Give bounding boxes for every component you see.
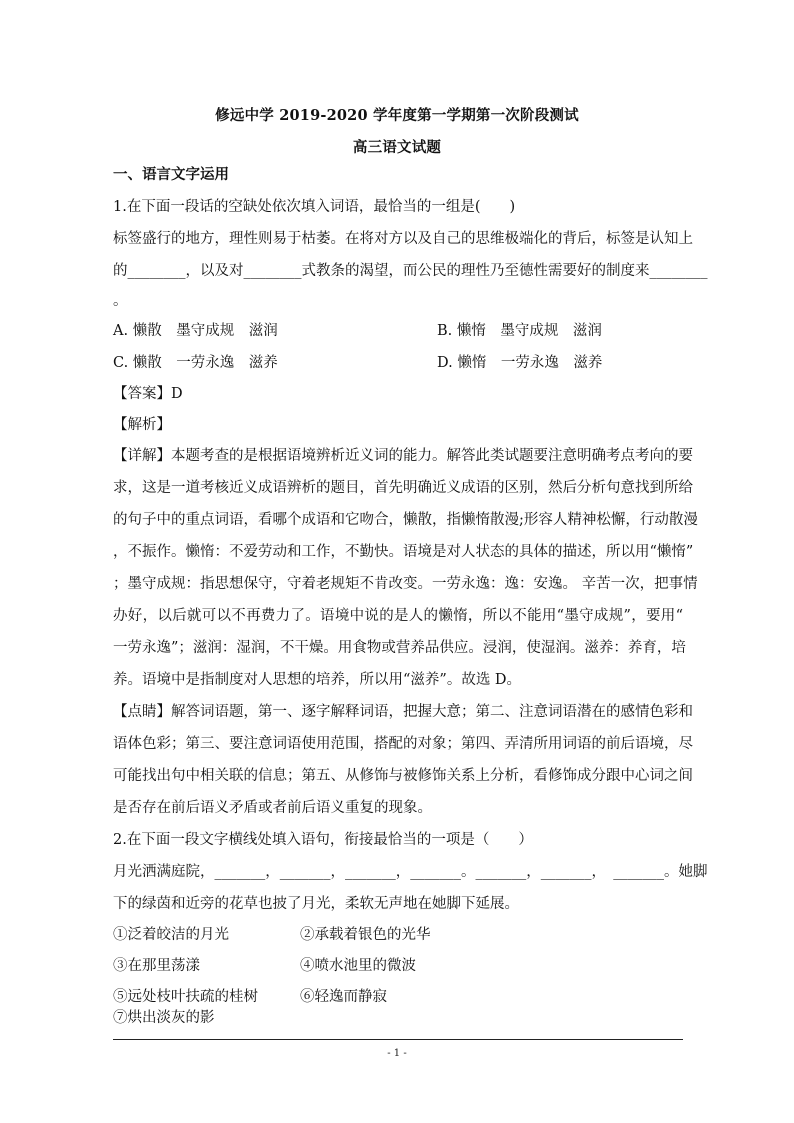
answer-line: 【答案】D [113, 386, 183, 402]
tip-line: 可能找出句中相关联的信息；第五、从修饰与被修饰关系上分析，看修饰成分跟中心词之间 [113, 768, 693, 784]
item-7: ⑦烘出淡灰的影 [113, 1010, 215, 1026]
question-2-passage-line: 月光洒满庭院，_______，_______，_______，_______。_______，_______， _______。她脚 [113, 864, 708, 880]
item-1: ①泛着皎洁的月光 [113, 927, 229, 943]
question-1-passage-line: 标签盛行的地方，理性则易于枯萎。在将对方以及自己的思维极端化的背后，标签是认知上 [113, 231, 693, 247]
detail-line: 办好，以后就可以不再费力了。语境中说的是人的懒惰，所以不能用“墨守成规”，要用“ [113, 608, 683, 624]
detail-line: 的句子中的重点词语，看哪个成语和它吻合，懒散，指懒惰散漫;形容人精神松懈，行动散漫 [113, 512, 698, 528]
exam-title: 修远中学 2019-2020 学年度第一学期第一次阶段测试 [215, 107, 579, 124]
option-a: A. 懒散 墨守成规 滋润 [113, 323, 278, 339]
question-1-passage-line: 。 [113, 293, 128, 309]
item-5: ⑤远处枝叶扶疏的桂树 [113, 989, 258, 1005]
question-1-stem: 1.在下面一段话的空缺处依次填入词语，最恰当的一组是( ) [113, 199, 516, 215]
detail-line: 求，这是一道考核近义成语辨析的题目，首先明确近义成语的区别，然后分析句意找到所给 [113, 480, 693, 496]
detail-line: 【详解】本题考查的是根据语境辨析近义词的能力。解答此类试题要注意明确考点考向的要 [113, 448, 693, 464]
option-b: B. 懒惰 墨守成规 滋润 [437, 323, 602, 339]
item-3: ③在那里荡漾 [113, 958, 200, 974]
tip-line: 语体色彩；第三、要注意词语使用范围，搭配的对象；第四、弄清所用词语的前后语境，尽 [113, 736, 693, 752]
tip-line: 【点睛】解答词语题，第一、逐字解释词语，把握大意；第二、注意词语潜在的感情色彩和 [113, 704, 693, 720]
item-6: ⑥轻逸而静寂 [300, 989, 387, 1005]
item-2: ②承载着银色的光华 [300, 927, 431, 943]
page-number: - 1 - [387, 1048, 407, 1059]
question-2-passage-line: 下的绿茵和近旁的花草也披了月光，柔软无声地在她脚下延展。 [113, 896, 519, 912]
footer-divider [113, 1039, 683, 1040]
option-c: C. 懒散 一劳永逸 滋养 [113, 355, 278, 371]
tip-line: 是否存在前后语义矛盾或者前后语义重复的现象。 [113, 800, 432, 816]
question-2-stem: 2.在下面一段文字横线处填入语句，衔接最恰当的一项是（ ） [113, 832, 533, 848]
analysis-label: 【解析】 [113, 417, 171, 433]
detail-line: ，不振作。懒惰：不爱劳动和工作，不勤快。语境是对人状态的具体的描述，所以用“懒惰” [113, 544, 694, 560]
item-4: ④喷水池里的微波 [300, 958, 416, 974]
detail-line: ；墨守成规：指思想保守，守着老规矩不肯改变。一劳永逸：逸：安逸。 辛苦一次，把事情 [113, 576, 698, 592]
detail-line: 一劳永逸”；滋润：湿润，不干燥。用食物或营养品供应。浸润，使湿润。滋养：养育，培 [113, 640, 686, 656]
question-1-passage-line: 的________，以及对________式教条的渴望，而公民的理性乃至德性需要好的制度来________ [113, 263, 708, 279]
exam-subtitle: 高三语文试题 [352, 139, 442, 156]
option-d: D. 懒惰 一劳永逸 滋养 [437, 355, 603, 371]
section-heading: 一、语言文字运用 [113, 166, 229, 183]
detail-line: 养。语境中是指制度对人思想的培养，所以用“滋养”。故选 D。 [113, 672, 522, 688]
